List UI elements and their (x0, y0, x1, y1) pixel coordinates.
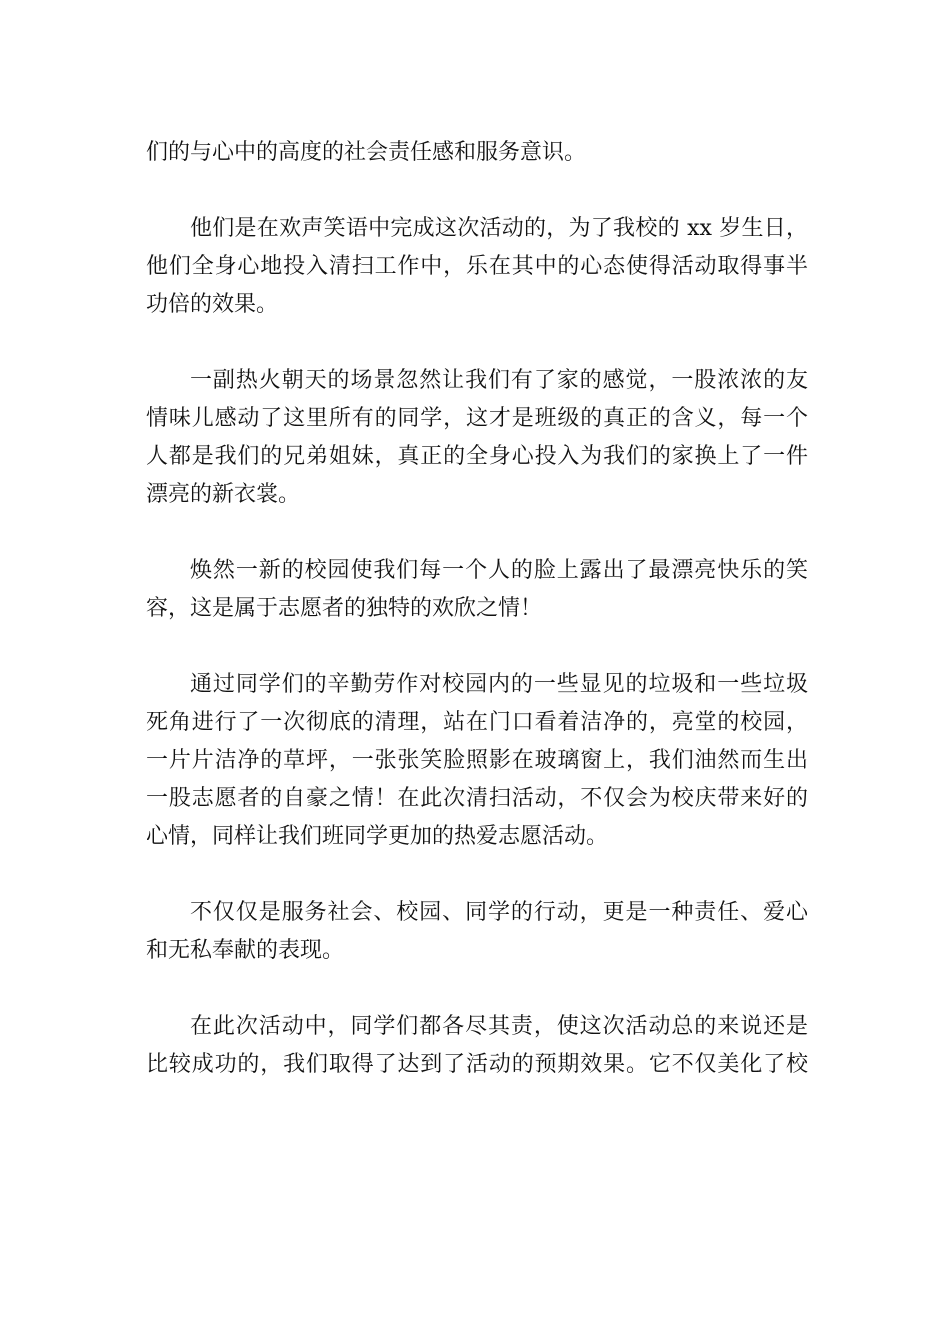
text-line: 焕然一新的校园使我们每一个人的脸上露出了最漂亮快乐的笑 (190, 558, 808, 583)
paragraph (146, 894, 808, 970)
text-line: 在此次活动中，同学们都各尽其责，使这次活动总的来说还是 (190, 1014, 808, 1039)
paragraph (146, 1008, 808, 1084)
text-line: 他们是在欢声笑语中完成这次活动的，为了我校的 xx 岁生日， (190, 216, 808, 241)
text-line: 死角进行了一次彻底的清理，站在门口看着洁净的，亮堂的校园， (146, 710, 808, 735)
document-body (146, 134, 808, 1084)
text-line: 心情，同样让我们班同学更加的热爱志愿活动。 (146, 824, 609, 849)
text-line: 和无私奉献的表现。 (146, 938, 345, 963)
paragraph (146, 134, 808, 172)
paragraph (146, 210, 808, 324)
text-line: 容，这是属于志愿者的独特的欢欣之情！ (146, 596, 543, 621)
text-line: 不仅仅是服务社会、校园、同学的行动，更是一种责任、爱心 (190, 900, 808, 925)
text-line: 一副热火朝天的场景忽然让我们有了家的感觉，一股浓浓的友 (190, 368, 808, 393)
paragraph (146, 552, 808, 628)
text-line: 们的与心中的高度的社会责任感和服务意识。 (146, 140, 587, 165)
text-line: 情味儿感动了这里所有的同学，这才是班级的真正的含义，每一个 (146, 406, 808, 431)
paragraph (146, 362, 808, 514)
text-line: 一片片洁净的草坪，一张张笑脸照影在玻璃窗上，我们油然而生出 (146, 748, 808, 773)
text-line: 人都是我们的兄弟姐妹，真正的全身心投入为我们的家换上了一件 (146, 444, 808, 469)
text-line: 通过同学们的辛勤劳作对校园内的一些显见的垃圾和一些垃圾 (190, 672, 808, 697)
text-line: 他们全身心地投入清扫工作中，乐在其中的心态使得活动取得事半 (146, 254, 808, 279)
text-line: 比较成功的，我们取得了达到了活动的预期效果。它不仅美化了校 (146, 1052, 808, 1077)
paragraph (146, 666, 808, 856)
text-line: 功倍的效果。 (146, 292, 279, 317)
text-line: 漂亮的新衣裳。 (146, 482, 301, 507)
document-page (146, 134, 808, 1084)
text-line: 一股志愿者的自豪之情！在此次清扫活动，不仅会为校庆带来好的 (146, 786, 808, 811)
